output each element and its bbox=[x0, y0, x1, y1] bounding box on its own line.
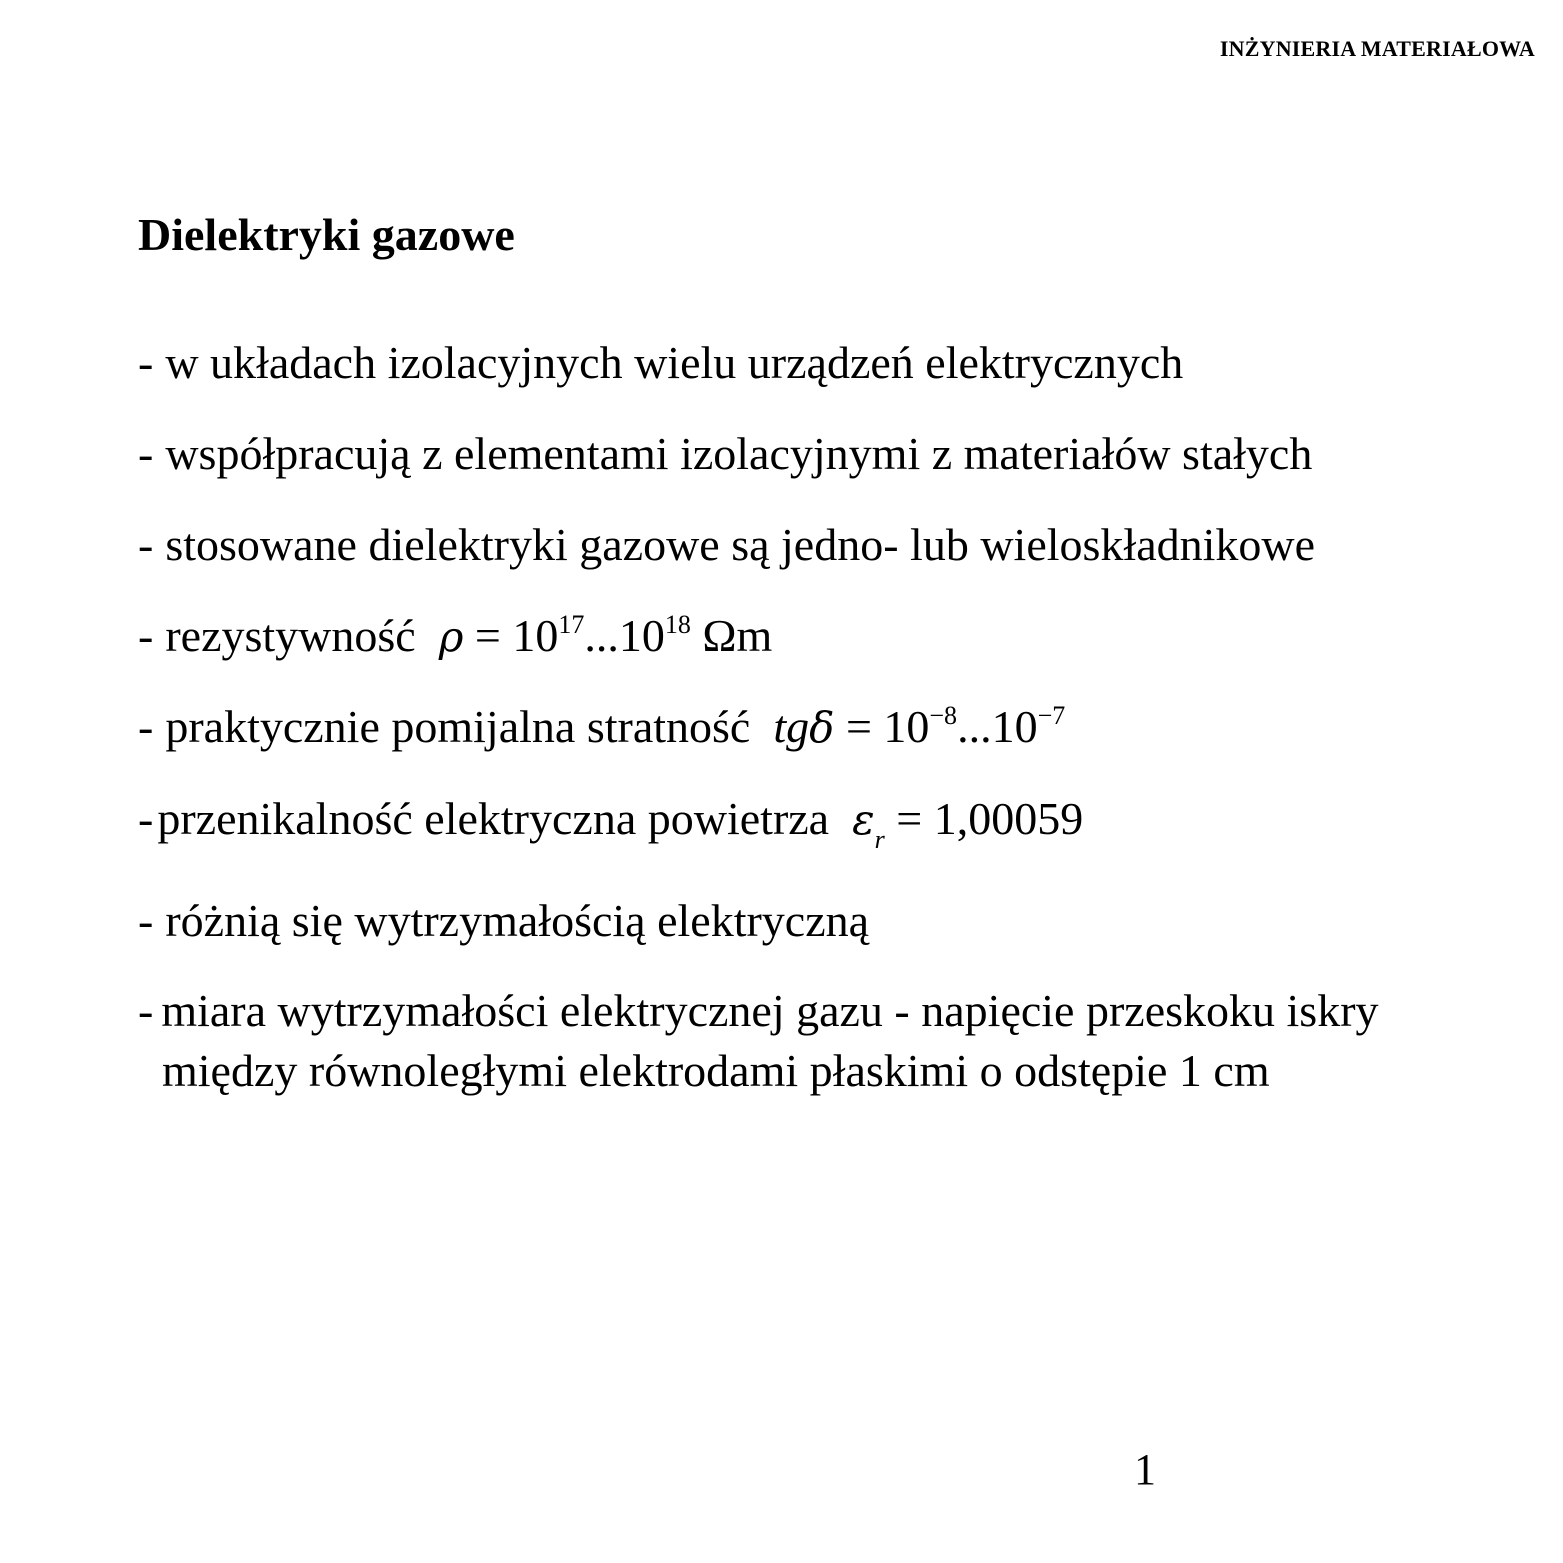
exponent-upper: 18 bbox=[664, 610, 691, 639]
bullet-8 bbox=[138, 985, 1379, 1036]
bullet-4-resistivity bbox=[138, 610, 773, 661]
bullet-7 bbox=[138, 895, 870, 946]
slide-title: Dielektryki gazowe bbox=[138, 209, 515, 260]
bullet-5-loss-tangent bbox=[138, 701, 1066, 752]
exponent-lower: 17 bbox=[558, 610, 585, 639]
bullet-text: współpracują z elementami izolacyjnymi z materiałów stałych bbox=[165, 428, 1313, 479]
bullet-text: stosowane dielektryki gazowe są jedno- lub wieloskładnikowe bbox=[165, 519, 1316, 570]
bullet-6-permittivity bbox=[138, 793, 1084, 854]
bullet-text: w układach izolacyjnych wielu urządzeń elektrycznych bbox=[165, 337, 1184, 388]
page-number: 1 bbox=[1134, 1445, 1156, 1494]
document-header: INŻYNIERIA MATERIAŁOWA bbox=[1219, 36, 1535, 61]
bullet-dash: - bbox=[138, 519, 154, 570]
bullet-dash: - bbox=[138, 793, 154, 844]
delta-symbol: δ bbox=[809, 703, 835, 752]
bullet-dash: - bbox=[138, 337, 154, 388]
unit: Ωm bbox=[702, 610, 773, 661]
range-base: ...10 bbox=[584, 610, 665, 661]
bullet-text: przenikalność elektryczna powietrza bbox=[157, 793, 830, 844]
bullet-2 bbox=[138, 428, 1313, 479]
bullet-dash: - bbox=[138, 895, 154, 946]
tg-label: tg bbox=[773, 701, 810, 752]
permittivity-value: = 1,00059 bbox=[896, 793, 1084, 844]
exponent-lower: −8 bbox=[929, 701, 958, 730]
epsilon-subscript: r bbox=[874, 825, 885, 854]
equals-base: = 10 bbox=[474, 610, 559, 661]
epsilon-symbol: ε bbox=[852, 795, 875, 844]
bullet-3 bbox=[138, 519, 1316, 570]
bullet-dash: - bbox=[138, 610, 154, 661]
bullet-text: praktycznie pomijalna stratność bbox=[165, 701, 751, 752]
bullet-dash: - bbox=[138, 428, 154, 479]
exponent-upper: −7 bbox=[1037, 701, 1066, 730]
bullet-dash: - bbox=[138, 701, 154, 752]
bullet-1 bbox=[138, 337, 1184, 388]
bullet-dash: - bbox=[138, 985, 154, 1036]
bullet-text: miara wytrzymałości elektrycznej gazu - napięcie przeskoku iskry bbox=[161, 985, 1379, 1036]
bullet-text: różnią się wytrzymałością elektryczną bbox=[165, 895, 870, 946]
bullet-text: rezystywność bbox=[165, 610, 416, 661]
bullet-8-continuation: między równoległymi elektrodami płaskimi o odstępie 1 cm bbox=[162, 1045, 1270, 1096]
rho-symbol: ρ bbox=[438, 612, 464, 661]
equals-base: = 10 bbox=[845, 701, 930, 752]
range-base: ...10 bbox=[957, 701, 1038, 752]
